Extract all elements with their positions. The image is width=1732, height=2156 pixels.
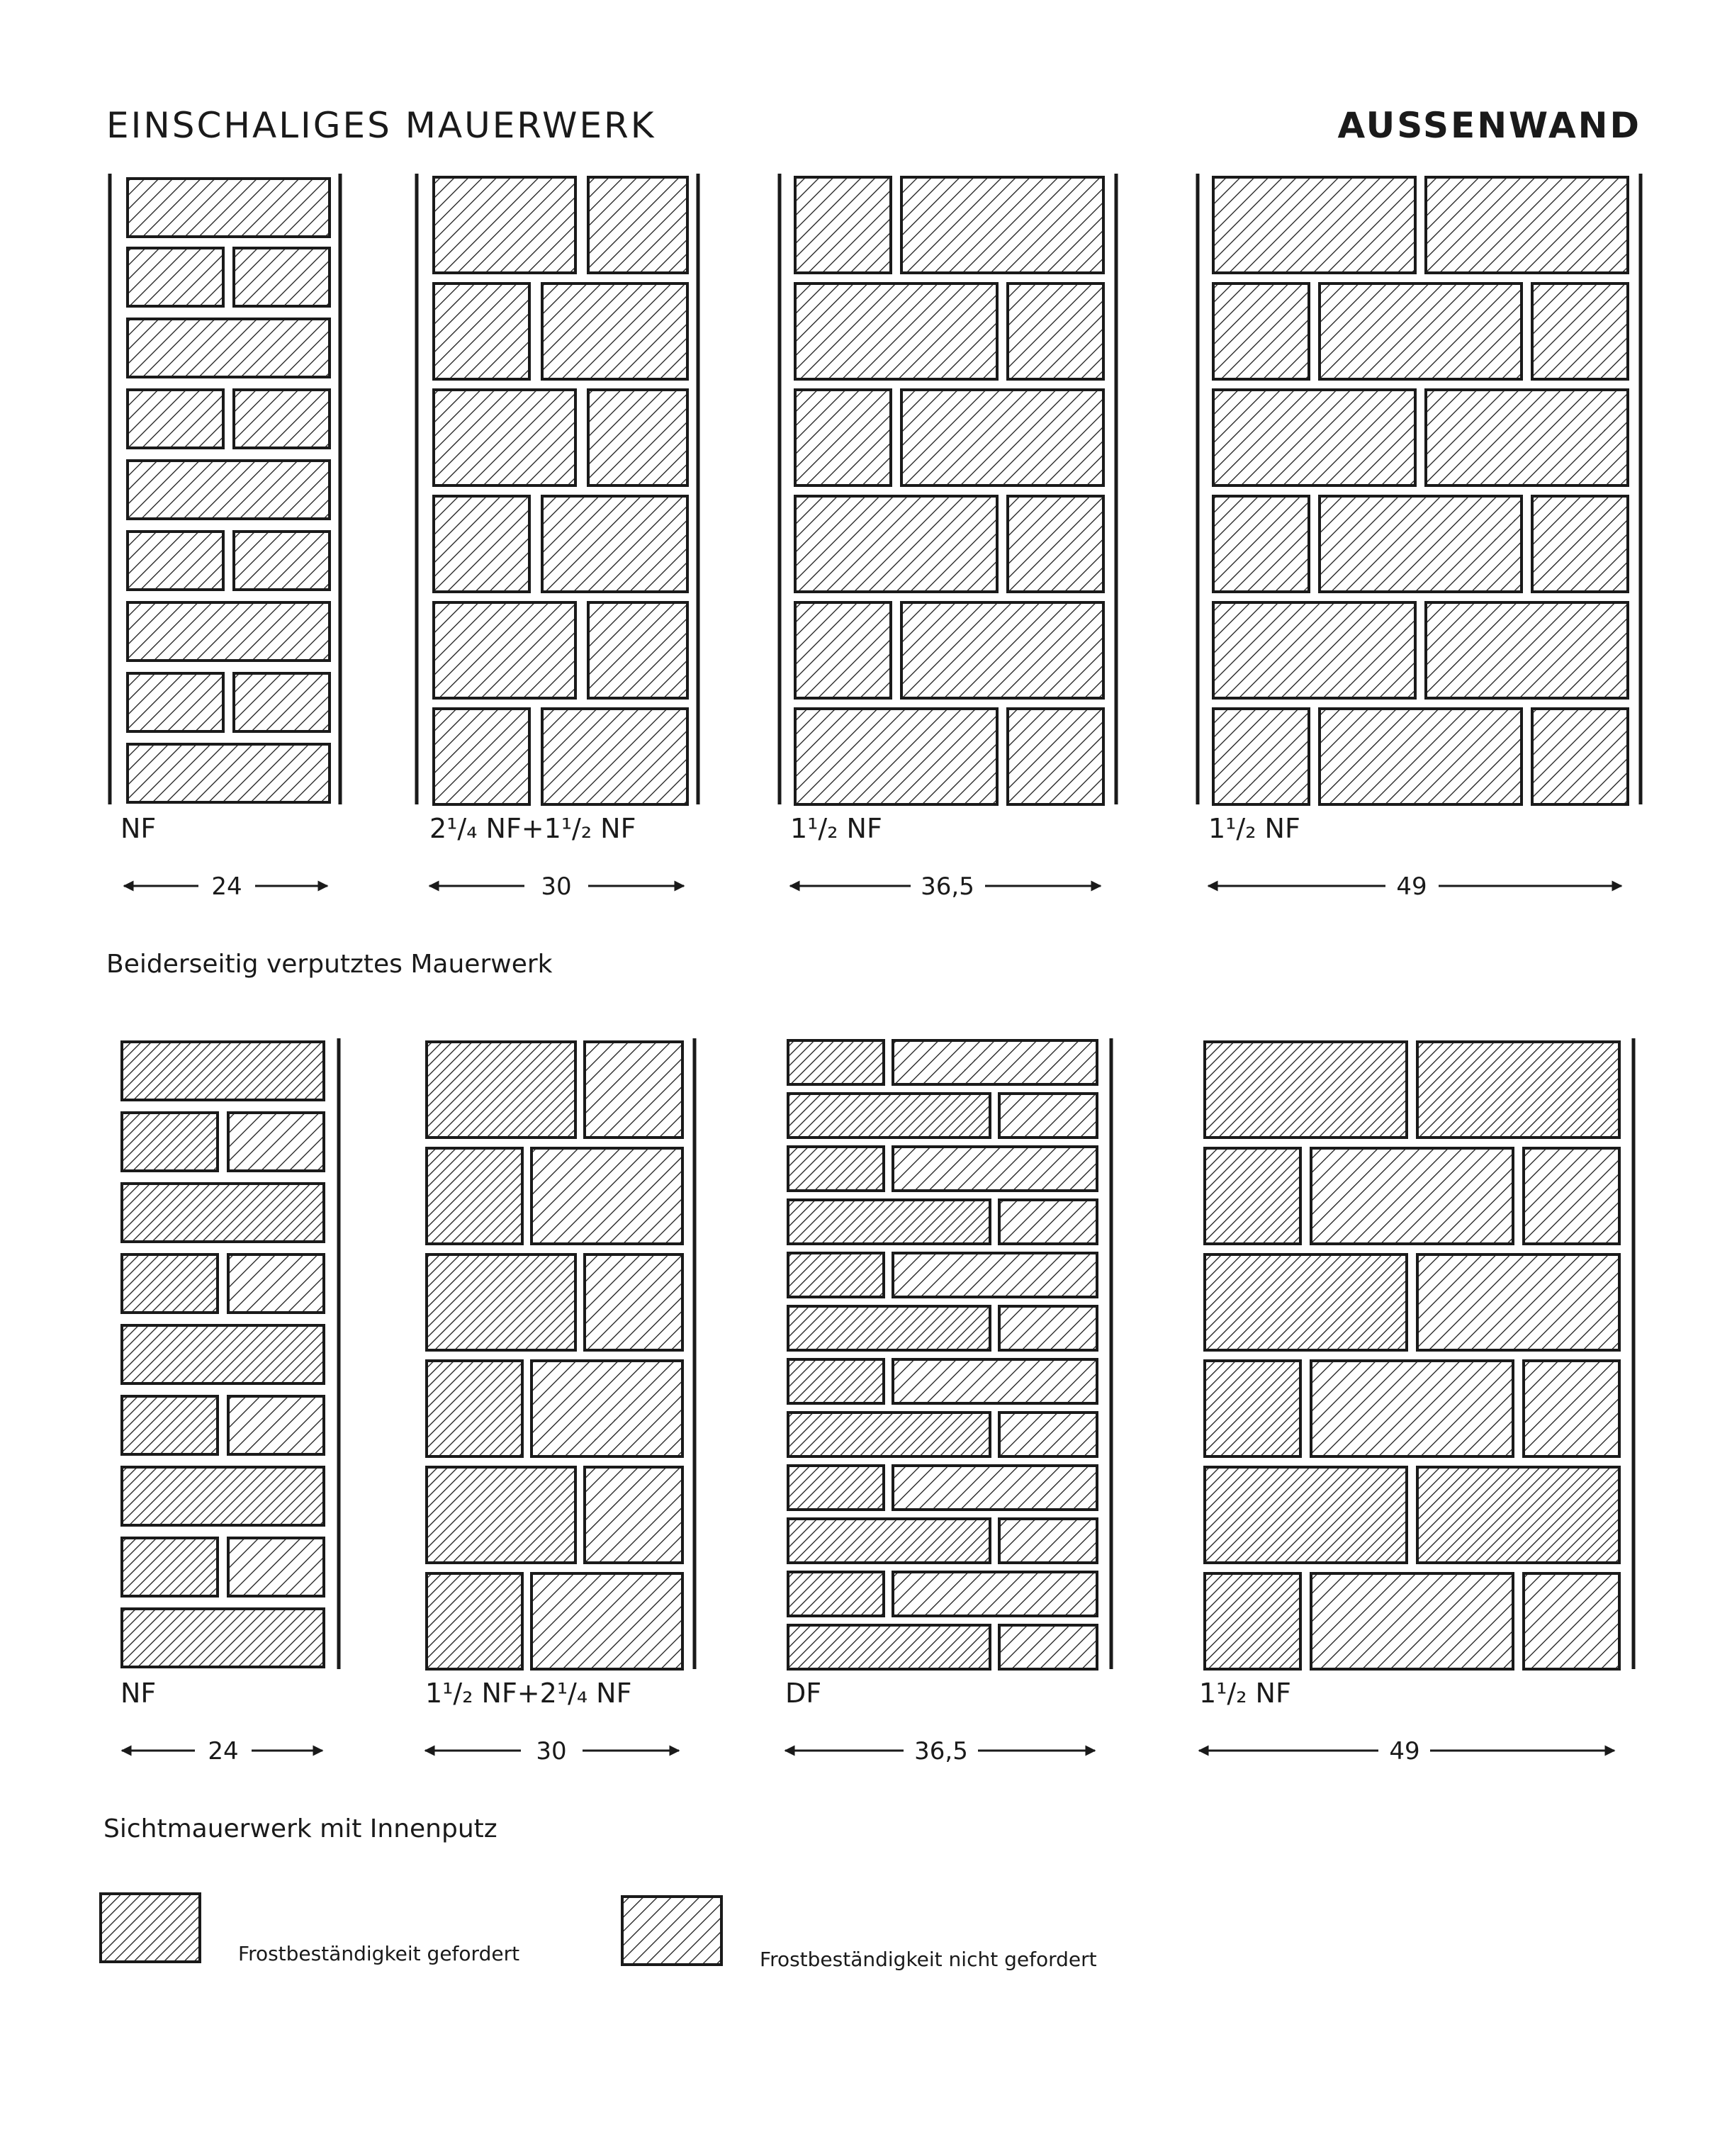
brick	[893, 1040, 1097, 1084]
brick-frost-resistant	[788, 1306, 990, 1350]
brick	[795, 496, 997, 592]
brick	[434, 177, 575, 273]
brick	[1426, 177, 1628, 273]
brick-frost-resistant	[1205, 1148, 1300, 1244]
wall-225nf-15nf-30-plastered	[417, 174, 698, 804]
brick-frost-resistant	[122, 1042, 324, 1100]
brick-stretcher	[128, 461, 330, 519]
wall-15nf-225nf-30-facing	[427, 1038, 695, 1669]
thickness-label: 49	[1396, 872, 1427, 901]
brick	[1320, 496, 1522, 592]
brick	[893, 1253, 1097, 1297]
dimension-arrow	[1199, 1737, 1614, 1765]
thickness-label: 49	[1389, 1737, 1420, 1765]
wall-15nf-49-plastered	[1198, 174, 1641, 804]
dimension-arrow	[790, 872, 1101, 901]
legend-label-frost-required: Frostbeständigkeit gefordert	[238, 1942, 520, 1965]
thickness-label: 30	[536, 1737, 567, 1765]
brick-stretcher	[128, 602, 330, 661]
brick	[542, 283, 687, 379]
wall-nf-24-facing	[122, 1038, 339, 1669]
brick	[434, 390, 575, 485]
wall-15nf-49-facing	[1205, 1038, 1633, 1669]
brick-frost-resistant	[788, 1466, 884, 1510]
wall-format-label: 1¹/₂ NF	[1208, 813, 1300, 844]
title-right: AUSSENWAND	[1337, 105, 1641, 146]
dimension-arrow	[122, 1737, 322, 1765]
brick	[585, 1467, 682, 1563]
brick-frost-resistant	[788, 1572, 884, 1616]
brick-frost-resistant	[788, 1094, 990, 1138]
brick	[1008, 709, 1103, 804]
brick	[228, 1254, 324, 1313]
brick	[532, 1148, 682, 1244]
thickness-label: 24	[211, 872, 242, 901]
brick-stretcher	[128, 744, 330, 802]
brick-frost-resistant	[788, 1040, 884, 1084]
brick	[1426, 390, 1628, 485]
brick-frost-resistant	[427, 1148, 522, 1244]
brick-frost-resistant	[1205, 1467, 1407, 1563]
brick	[795, 177, 891, 273]
brick-stretcher	[128, 319, 330, 377]
wall-df-365-facing	[788, 1038, 1111, 1669]
brick-frost-resistant	[122, 1609, 324, 1667]
brick-frost-resistant	[788, 1253, 884, 1297]
brick-header	[234, 532, 330, 590]
brick	[1532, 496, 1628, 592]
brick-frost-resistant	[788, 1519, 990, 1563]
wall-nf-24-plastered	[110, 174, 340, 804]
wall-format-label: 1¹/₂ NF	[790, 813, 882, 844]
brick	[893, 1572, 1097, 1616]
brick	[999, 1625, 1097, 1669]
brick-frost-resistant	[788, 1625, 990, 1669]
brick-frost-resistant	[427, 1042, 575, 1138]
brick	[434, 283, 529, 379]
brick-header	[128, 390, 223, 448]
brick	[999, 1519, 1097, 1563]
brick	[1426, 602, 1628, 698]
brick	[1213, 496, 1309, 592]
brick-frost-resistant	[788, 1200, 990, 1244]
brick	[532, 1361, 682, 1456]
brick-frost-resistant	[788, 1147, 884, 1191]
brick	[901, 602, 1103, 698]
brick-frost-resistant	[122, 1254, 218, 1313]
brick-frost-resistant	[122, 1396, 218, 1454]
brick	[795, 709, 997, 804]
legend-swatch-frost-not-required	[622, 1897, 721, 1965]
brick	[1213, 177, 1415, 273]
wall-format-label: 1¹/₂ NF+2¹/₄ NF	[425, 1678, 632, 1709]
brick	[1532, 709, 1628, 804]
brick	[893, 1466, 1097, 1510]
brick-frost-resistant	[1205, 1361, 1300, 1456]
wall-format-label: NF	[120, 1678, 157, 1709]
brick	[585, 1042, 682, 1138]
brick	[893, 1359, 1097, 1403]
brick	[999, 1306, 1097, 1350]
wall-15nf-365-plastered	[780, 174, 1116, 804]
brick-header	[128, 673, 223, 731]
wall-format-label: DF	[785, 1678, 822, 1709]
dimension-arrow	[124, 872, 327, 901]
brick-header	[128, 532, 223, 590]
brick	[532, 1573, 682, 1669]
brick-frost-resistant	[1417, 1042, 1619, 1138]
dimension-arrow	[785, 1737, 1095, 1765]
section-label-facing: Sichtmauerwerk mit Innenputz	[103, 1814, 497, 1843]
brick-frost-resistant	[1205, 1042, 1407, 1138]
brick	[999, 1200, 1097, 1244]
brick-frost-resistant	[427, 1254, 575, 1350]
brick	[1311, 1361, 1513, 1456]
brick	[585, 1254, 682, 1350]
brick	[893, 1147, 1097, 1191]
brick	[1320, 283, 1522, 379]
brick	[228, 1113, 324, 1171]
legend-swatch-frost-required	[101, 1894, 200, 1962]
brick	[434, 602, 575, 698]
brick	[1524, 1148, 1619, 1244]
brick-frost-resistant	[788, 1413, 990, 1456]
brick	[542, 709, 687, 804]
wall-format-label: 2¹/₄ NF+1¹/₂ NF	[429, 813, 636, 844]
brick-stretcher	[128, 179, 330, 237]
legend-label-frost-not-required: Frostbeständigkeit nicht gefordert	[760, 1948, 1097, 1971]
brick	[999, 1094, 1097, 1138]
brick	[1213, 390, 1415, 485]
thickness-label: 36,5	[914, 1737, 968, 1765]
section-label-plastered: Beiderseitig verputztes Mauerwerk	[106, 950, 553, 979]
brick-frost-resistant	[427, 1573, 522, 1669]
brick	[1008, 283, 1103, 379]
brick-frost-resistant	[1205, 1254, 1407, 1350]
brick	[1213, 283, 1309, 379]
thickness-label: 36,5	[921, 872, 974, 901]
brick	[228, 1538, 324, 1596]
brick-frost-resistant	[1205, 1573, 1300, 1669]
wall-format-label: 1¹/₂ NF	[1199, 1678, 1291, 1709]
brick-header	[128, 248, 223, 306]
dimension-arrow	[425, 1737, 679, 1765]
brick-header	[234, 673, 330, 731]
dimension-arrow	[1208, 872, 1621, 901]
brick-frost-resistant	[122, 1113, 218, 1171]
brick-header	[234, 390, 330, 448]
brick-frost-resistant	[122, 1538, 218, 1596]
brick	[588, 602, 687, 698]
dimension-arrow	[429, 872, 684, 901]
thickness-label: 24	[208, 1737, 239, 1765]
thickness-label: 30	[541, 872, 572, 901]
brick-header	[234, 248, 330, 306]
brick	[1213, 602, 1415, 698]
brick	[588, 177, 687, 273]
brick	[228, 1396, 324, 1454]
brick-frost-resistant	[427, 1467, 575, 1563]
brick-frost-resistant	[1417, 1467, 1619, 1563]
brick-frost-resistant	[788, 1359, 884, 1403]
wall-format-label: NF	[120, 813, 157, 844]
brick-frost-resistant	[427, 1361, 522, 1456]
brick	[1532, 283, 1628, 379]
brick	[901, 177, 1103, 273]
title-left: EINSCHALIGES MAUERWERK	[106, 105, 656, 146]
brick	[588, 390, 687, 485]
brick	[1213, 709, 1309, 804]
brick-frost-resistant	[122, 1467, 324, 1525]
brick-frost-resistant	[122, 1325, 324, 1383]
brick	[1311, 1573, 1513, 1669]
brick-frost-resistant	[122, 1184, 324, 1242]
brick	[1311, 1148, 1513, 1244]
brick	[901, 390, 1103, 485]
brick	[795, 602, 891, 698]
brick	[1524, 1361, 1619, 1456]
brick	[434, 709, 529, 804]
brick	[1417, 1254, 1619, 1350]
brick	[1524, 1573, 1619, 1669]
brick	[795, 283, 997, 379]
brick	[1008, 496, 1103, 592]
brick	[999, 1413, 1097, 1456]
brick	[434, 496, 529, 592]
brick	[542, 496, 687, 592]
brick	[1320, 709, 1522, 804]
brick	[795, 390, 891, 485]
